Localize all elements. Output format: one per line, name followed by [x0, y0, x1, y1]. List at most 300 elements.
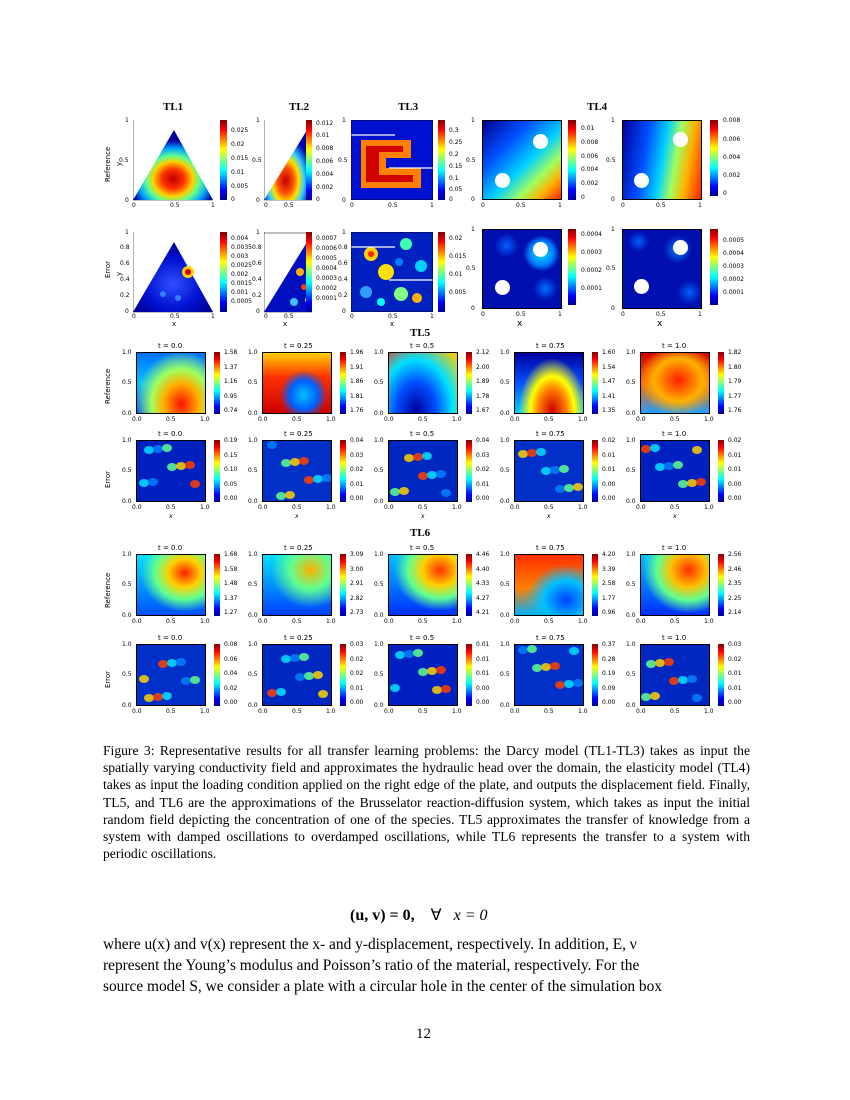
- cbar-tick: 0.0006: [316, 245, 337, 252]
- tick: 0.2: [338, 292, 348, 299]
- tick: 0: [621, 311, 625, 318]
- tick: 0: [342, 197, 346, 204]
- cbar-tick: 2.56: [728, 551, 742, 558]
- cbar-tick: 0.25: [449, 139, 463, 146]
- x-axis-label: x: [390, 320, 395, 328]
- tick: 0.0: [384, 504, 394, 511]
- colorbar: [466, 440, 472, 502]
- colorbar: [220, 232, 227, 312]
- tick: 0.5: [500, 379, 510, 386]
- tick: 1: [211, 202, 215, 209]
- tick: 0.0: [132, 708, 142, 715]
- cbar-tick: 1.35: [602, 407, 616, 414]
- cbar-tick: 1.41: [602, 392, 616, 400]
- cbar-tick: 4.27: [476, 594, 490, 602]
- tick: 0.5: [292, 416, 302, 423]
- row-label-reference: Reference: [104, 368, 112, 404]
- cbar-tick: 0.01: [316, 132, 330, 139]
- colorbar: [340, 644, 346, 706]
- tick: 0: [256, 197, 260, 204]
- x-axis-label: x: [657, 319, 663, 329]
- tick: 0.5: [388, 313, 398, 320]
- tick: 0.5: [374, 581, 384, 588]
- tick: 1.0: [122, 349, 132, 356]
- cbar-tick: 0.0004: [581, 231, 602, 238]
- cbar-tick: 0.002: [723, 172, 741, 179]
- title-tl3: TL3: [398, 101, 419, 113]
- tick: 0.0: [132, 504, 142, 511]
- field-panel: [514, 352, 584, 414]
- cbar-tick: 0.02: [231, 141, 245, 148]
- colorbar: [340, 352, 346, 414]
- cbar-tick: 0.015: [231, 155, 249, 162]
- tick: 1: [342, 117, 346, 124]
- time-title: t = 0.25: [284, 430, 313, 438]
- cbar-tick: 0.005: [449, 289, 467, 296]
- colorbar: [710, 229, 718, 305]
- cbar-tick: 0.003: [231, 253, 249, 260]
- tick: 0.5: [284, 313, 294, 320]
- tick: 0.0: [374, 498, 384, 505]
- colorbar: [340, 440, 346, 502]
- tick: 1.0: [500, 551, 510, 558]
- field-panel: [136, 352, 206, 414]
- tick: 0: [132, 313, 136, 320]
- cbar-tick: 0.0003: [581, 249, 602, 256]
- cbar-tick: 0.3: [449, 127, 459, 134]
- cbar-tick: 0.01: [350, 480, 364, 488]
- cbar-tick: 1.96: [350, 349, 364, 356]
- field-panel: [136, 644, 206, 706]
- colorbar: [306, 120, 312, 200]
- cbar-tick: 0.02: [350, 466, 364, 473]
- tick: 0.5: [166, 416, 176, 423]
- cbar-tick: 1.76: [728, 407, 742, 414]
- cbar-tick: 0.0015: [231, 280, 252, 287]
- tick: 0.0: [500, 612, 510, 619]
- cbar-tick: 0.02: [728, 655, 742, 663]
- cbar-tick: 0.01: [728, 451, 742, 459]
- tick: 1.0: [452, 708, 462, 715]
- field-panel: [262, 554, 332, 616]
- cbar-tick: 0.37: [602, 641, 616, 648]
- cbar-tick: 1.58: [224, 565, 238, 573]
- tick: 0.5: [122, 467, 132, 474]
- cbar-tick: 0: [581, 194, 585, 201]
- tick: 0.6: [338, 260, 348, 267]
- tick: 0: [471, 305, 475, 312]
- colorbar: [592, 644, 598, 706]
- tick: 0.5: [292, 708, 302, 715]
- time-title: t = 0.0: [158, 342, 183, 350]
- time-title: t = 1.0: [662, 342, 687, 350]
- cbar-tick: 2.14: [728, 609, 742, 616]
- tick: 0.4: [338, 276, 348, 283]
- tl1-error-panel: [133, 232, 215, 314]
- tick: 1.0: [122, 551, 132, 558]
- tick: 0.0: [626, 612, 636, 619]
- x-axis-label: x: [172, 320, 177, 328]
- cbar-tick: 2.91: [350, 580, 364, 587]
- cbar-tick: 0.0004: [723, 250, 744, 257]
- cbar-tick: 0.03: [476, 451, 490, 459]
- cbar-tick: 0.01: [728, 670, 742, 677]
- tick: 0.0: [636, 504, 646, 511]
- cbar-tick: 0.0005: [231, 298, 252, 305]
- cbar-tick: 0.006: [316, 158, 334, 165]
- cbar-tick: 0.02: [602, 437, 616, 444]
- tick: 0: [350, 313, 354, 320]
- cbar-tick: 1.60: [602, 349, 616, 356]
- body-line: source model S, we consider a plate with a circular hole in the center of the simulation box: [103, 978, 663, 995]
- time-title: t = 0.0: [158, 430, 183, 438]
- tick: 0.5: [166, 618, 176, 625]
- cbar-tick: 0.0003: [316, 275, 337, 282]
- tick: 0.0: [384, 618, 394, 625]
- cbar-tick: 0.004: [316, 171, 334, 178]
- tl4b-error-panel: [622, 229, 702, 309]
- cbar-tick: 0.04: [224, 670, 238, 677]
- tick: 1.0: [452, 504, 462, 511]
- body-line: represent the Young’s modulus and Poisson’s ratio of the material, respectively. For the: [103, 957, 640, 974]
- colorbar: [718, 440, 724, 502]
- cbar-tick: 0.0005: [316, 255, 337, 262]
- tick: 0.0: [248, 410, 258, 417]
- cbar-tick: 4.20: [602, 551, 616, 558]
- cbar-tick: 0.00: [476, 684, 490, 692]
- cbar-tick: 2.35: [728, 580, 742, 587]
- cbar-tick: 0.05: [449, 186, 463, 193]
- colorbar: [214, 644, 220, 706]
- x-axis-label: x: [421, 513, 425, 520]
- field-panel: [388, 554, 458, 616]
- cbar-tick: 1.76: [350, 407, 364, 414]
- cbar-tick: 2.12: [476, 349, 490, 356]
- tick: 0.5: [606, 265, 616, 272]
- tick: 0.0: [258, 618, 268, 625]
- time-title: t = 1.0: [662, 430, 687, 438]
- tick: 1.0: [248, 437, 258, 444]
- cbar-tick: 0.0007: [316, 235, 337, 242]
- time-title: t = 0.0: [158, 544, 183, 552]
- colorbar: [466, 644, 472, 706]
- tick: 0.0: [248, 498, 258, 505]
- time-title: t = 0.0: [158, 634, 183, 642]
- row-label-error: Error: [104, 470, 112, 488]
- colorbar: [466, 352, 472, 414]
- tick: 0: [481, 202, 485, 209]
- cbar-tick: 1.58: [224, 349, 238, 356]
- cbar-tick: 3.00: [350, 565, 364, 573]
- cbar-tick: 0.01: [476, 641, 490, 648]
- title-tl4: TL4: [587, 101, 608, 113]
- tick: 0.5: [418, 708, 428, 715]
- cbar-tick: 0.15: [449, 163, 463, 170]
- cbar-tick: 2.00: [476, 363, 490, 371]
- tick: 1.0: [326, 504, 336, 511]
- tick: 0.5: [500, 581, 510, 588]
- cbar-tick: 2.46: [728, 565, 742, 573]
- cbar-tick: 1.37: [224, 594, 238, 602]
- tick: 1: [256, 229, 260, 236]
- tick: 0.5: [284, 202, 294, 209]
- time-title: t = 0.5: [410, 544, 435, 552]
- cbar-tick: 1.81: [350, 392, 364, 400]
- tick: 0.5: [606, 157, 616, 164]
- colorbar: [568, 120, 576, 200]
- cbar-tick: 3.09: [350, 551, 364, 558]
- cbar-tick: 0.19: [224, 437, 238, 444]
- cbar-tick: 1.37: [224, 363, 238, 371]
- tick: 0.5: [388, 202, 398, 209]
- cbar-tick: 0.0001: [723, 289, 744, 296]
- cbar-tick: 2.73: [350, 609, 364, 616]
- cbar-tick: 0.03: [350, 641, 364, 648]
- tick: 1.0: [200, 618, 210, 625]
- tick: 0.5: [170, 313, 180, 320]
- cbar-tick: 0.025: [231, 127, 249, 134]
- tick: 1.0: [248, 349, 258, 356]
- equation-lhs: (u, v) = 0,: [350, 907, 415, 924]
- tick: 1.0: [452, 618, 462, 625]
- cbar-tick: 0.006: [581, 153, 599, 160]
- cbar-tick: 1.82: [728, 349, 742, 356]
- time-title: t = 0.75: [536, 544, 565, 552]
- tick: 1: [256, 117, 260, 124]
- tick: 0.0: [500, 498, 510, 505]
- cbar-tick: 0.00: [350, 699, 364, 706]
- tick: 1.0: [704, 618, 714, 625]
- tick: 0.5: [670, 708, 680, 715]
- cbar-tick: 0.0001: [581, 285, 602, 292]
- tick: 1.0: [374, 349, 384, 356]
- tick: 0.0: [636, 416, 646, 423]
- tick: 0.5: [626, 581, 636, 588]
- colorbar: [718, 352, 724, 414]
- cbar-tick: 0.02: [224, 684, 238, 692]
- tick: 0.5: [670, 618, 680, 625]
- tick: 0.5: [670, 416, 680, 423]
- cbar-tick: 0.0005: [723, 237, 744, 244]
- x-axis-label: x: [295, 513, 299, 520]
- tick: 0.0: [248, 702, 258, 709]
- tick: 0.5: [122, 671, 132, 678]
- cbar-tick: 1.91: [350, 363, 364, 371]
- tick: 0: [132, 202, 136, 209]
- y-axis-label: y: [115, 161, 123, 166]
- tick: 0.5: [170, 202, 180, 209]
- cbar-tick: 0.28: [602, 655, 616, 663]
- tick: 0.0: [510, 416, 520, 423]
- time-title: t = 0.75: [536, 342, 565, 350]
- tick: 1: [611, 117, 615, 124]
- cbar-tick: 0: [449, 196, 453, 203]
- cbar-tick: 0.15: [224, 451, 238, 459]
- cbar-tick: 1.54: [602, 363, 616, 371]
- row-label-reference: Reference: [104, 146, 112, 182]
- cbar-tick: 2.25: [728, 594, 742, 602]
- cbar-tick: 0.01: [602, 451, 616, 459]
- tick: 0.5: [670, 504, 680, 511]
- cbar-tick: 1.86: [350, 378, 364, 385]
- cbar-tick: 0.10: [224, 466, 238, 473]
- tick: 0.0: [258, 416, 268, 423]
- cbar-tick: 0.002: [231, 271, 249, 278]
- tick: 1.0: [326, 618, 336, 625]
- tick: 0.0: [636, 708, 646, 715]
- cbar-tick: 0.04: [476, 437, 490, 444]
- cbar-tick: 0.08: [224, 641, 238, 648]
- tick: 0.0: [374, 612, 384, 619]
- x-axis-label: x: [673, 513, 677, 520]
- cbar-tick: 0.06: [224, 655, 238, 663]
- tick: 0.5: [500, 671, 510, 678]
- tick: 1.0: [578, 504, 588, 511]
- tick: 1.0: [578, 416, 588, 423]
- colorbar: [214, 440, 220, 502]
- colorbar: [438, 232, 445, 312]
- row-label-error: Error: [104, 670, 112, 688]
- body-paragraph: [103, 934, 750, 997]
- cbar-tick: 0.002: [581, 180, 599, 187]
- cbar-tick: 1.16: [224, 378, 238, 385]
- cbar-tick: 0.0003: [723, 263, 744, 270]
- cbar-tick: 0.008: [723, 117, 741, 124]
- tick: 0.5: [119, 157, 129, 164]
- tick: 0.5: [374, 379, 384, 386]
- tick: 0.5: [418, 618, 428, 625]
- tl4b-reference-panel: [622, 120, 702, 200]
- cbar-tick: 0.02: [476, 466, 490, 473]
- time-title: t = 1.0: [662, 544, 687, 552]
- cbar-tick: 0.03: [350, 451, 364, 459]
- time-title: t = 0.25: [284, 342, 313, 350]
- cbar-tick: 2.82: [350, 594, 364, 602]
- cbar-tick: 0.00: [476, 495, 490, 502]
- tick: 1.0: [626, 437, 636, 444]
- cbar-tick: 0.01: [476, 670, 490, 677]
- tick: 0.5: [656, 202, 666, 209]
- cbar-tick: 0.95: [224, 392, 238, 400]
- cbar-tick: 0.00: [350, 495, 364, 502]
- cbar-tick: 4.40: [476, 565, 490, 573]
- tick: 0.0: [258, 504, 268, 511]
- colorbar: [214, 352, 220, 414]
- tick: 1.0: [626, 641, 636, 648]
- cbar-tick: 0.01: [476, 480, 490, 488]
- cbar-tick: 1.80: [728, 363, 742, 371]
- tick: 1.0: [704, 416, 714, 423]
- cbar-tick: 0.0035: [231, 244, 252, 251]
- cbar-tick: 0.00: [476, 699, 490, 706]
- tick: 0.6: [252, 260, 262, 267]
- colorbar: [710, 120, 718, 196]
- cbar-tick: 0.01: [728, 466, 742, 473]
- tick: 0.5: [466, 157, 476, 164]
- equation-forall: ∀: [430, 907, 442, 924]
- time-title: t = 0.5: [410, 634, 435, 642]
- cbar-tick: 1.77: [728, 392, 742, 400]
- x-axis-label: x: [169, 513, 173, 520]
- tick: 1.0: [122, 437, 132, 444]
- tick: 0.0: [248, 612, 258, 619]
- colorbar: [568, 229, 576, 305]
- tick: 1: [698, 311, 702, 318]
- cbar-tick: 0.01: [581, 125, 595, 132]
- tick: 0.5: [252, 157, 262, 164]
- tick: 0.5: [338, 157, 348, 164]
- cbar-tick: 0.01: [449, 271, 463, 278]
- tick: 1.0: [704, 504, 714, 511]
- time-title: t = 0.75: [536, 634, 565, 642]
- tick: 0.0: [258, 708, 268, 715]
- tick: 0.5: [292, 504, 302, 511]
- cbar-tick: 0.004: [723, 154, 741, 161]
- tick: 0.5: [500, 467, 510, 474]
- row-label-error: Error: [104, 260, 112, 278]
- tick: 1.0: [626, 551, 636, 558]
- field-panel: [640, 554, 710, 616]
- tick: 1.0: [200, 504, 210, 511]
- tl3-error-panel: [351, 232, 433, 312]
- tick: 1: [471, 117, 475, 124]
- tick: 0.0: [510, 708, 520, 715]
- tick: 0.5: [418, 416, 428, 423]
- cbar-tick: 0.00: [602, 480, 616, 488]
- tick: 1.0: [200, 416, 210, 423]
- tick: 0.5: [626, 467, 636, 474]
- tick: 1.0: [626, 349, 636, 356]
- tick: 0: [264, 202, 268, 209]
- tick: 0.0: [626, 498, 636, 505]
- cbar-tick: 1.89: [476, 378, 490, 385]
- cbar-tick: 4.21: [476, 609, 490, 616]
- tick: 1.0: [452, 416, 462, 423]
- title-tl5: TL5: [410, 327, 431, 339]
- y-axis-label: y: [115, 271, 123, 276]
- cbar-tick: 2.58: [602, 580, 616, 587]
- tl4a-reference-panel: [482, 120, 562, 200]
- tick: 1.0: [704, 708, 714, 715]
- tick: 1.0: [500, 641, 510, 648]
- tick: 0.0: [122, 498, 132, 505]
- cbar-tick: 0.02: [350, 655, 364, 663]
- cbar-tick: 1.48: [224, 580, 238, 587]
- cbar-tick: 0.19: [602, 670, 616, 677]
- tick: 0.0: [636, 618, 646, 625]
- tick: 0.0: [500, 410, 510, 417]
- time-title: t = 0.5: [410, 430, 435, 438]
- tick: 0.5: [544, 708, 554, 715]
- tl1-reference-panel: [133, 120, 215, 202]
- cbar-tick: 0.0002: [581, 267, 602, 274]
- time-title: t = 0.25: [284, 634, 313, 642]
- tick: 0.8: [120, 244, 130, 251]
- tick: 0: [621, 202, 625, 209]
- field-panel: [514, 554, 584, 616]
- tick: 0.2: [252, 292, 262, 299]
- cbar-tick: 1.47: [602, 378, 616, 385]
- cbar-tick: 0.03: [728, 641, 742, 648]
- tick: 1.0: [500, 437, 510, 444]
- tick: 1: [125, 117, 129, 124]
- cbar-tick: 0.2: [449, 151, 459, 158]
- cbar-tick: 4.46: [476, 551, 490, 558]
- tick: 0: [611, 305, 615, 312]
- tick: 1: [558, 311, 562, 318]
- cbar-tick: 0.01: [602, 466, 616, 473]
- cbar-tick: 0.02: [449, 235, 463, 242]
